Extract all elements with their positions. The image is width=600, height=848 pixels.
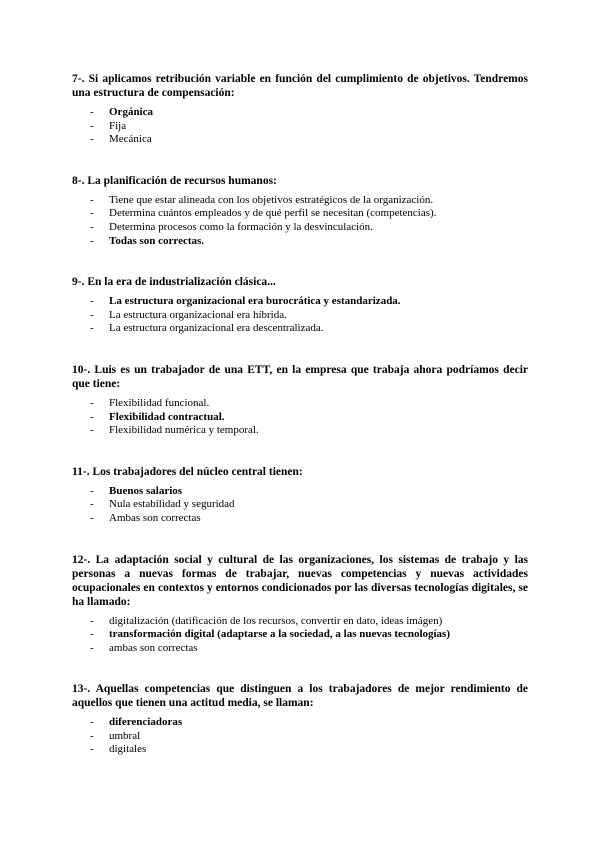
list-dash-marker: - bbox=[90, 220, 94, 233]
answer-option-text: Orgánica bbox=[109, 106, 153, 118]
question-title: 11-. Los trabajadores del núcleo central tienen: bbox=[72, 465, 303, 478]
answer-option bbox=[72, 730, 528, 744]
list-dash-marker: - bbox=[90, 743, 94, 756]
answer-option bbox=[72, 615, 528, 629]
answer-option-text: Buenos salarios bbox=[109, 484, 183, 497]
answer-option-text: La estructura organizacional era híbrida. bbox=[109, 308, 287, 321]
list-dash-marker: - bbox=[90, 207, 94, 220]
answer-option bbox=[72, 207, 528, 221]
answer-option-correct bbox=[72, 716, 528, 730]
answer-option-text: Fija bbox=[109, 119, 127, 132]
answer-options-list bbox=[72, 485, 528, 526]
list-dash-marker: - bbox=[90, 193, 94, 206]
answer-option bbox=[72, 642, 528, 656]
answer-option-text: Flexibilidad funcional. bbox=[109, 396, 210, 409]
answer-option-text: Ambas son correctas bbox=[109, 511, 201, 524]
list-dash-marker: - bbox=[90, 119, 94, 132]
answer-option bbox=[72, 221, 528, 235]
answer-option-correct bbox=[72, 485, 528, 499]
question-title: 7-. Si aplicamos retribución variable en función del cumplimiento de objetivos. Tendremos una estructura de compensación: bbox=[72, 73, 528, 99]
question-title: 9-. En la era de industrialización clásica... bbox=[72, 276, 276, 289]
answer-option bbox=[72, 194, 528, 208]
question-title: 10-. Luis es un trabajador de una ETT, en la empresa que trabaja ahora podríamos decir que tiene: bbox=[72, 363, 528, 390]
list-dash-marker: - bbox=[90, 484, 94, 497]
answer-option-text: Nula estabilidad y seguridad bbox=[109, 498, 235, 511]
answer-option-correct bbox=[72, 628, 528, 642]
question-block bbox=[72, 275, 528, 336]
answer-option-text: La estructura organizacional era descentralizada. bbox=[109, 322, 324, 335]
answer-option-text: La estructura organizacional era burocrática y estandarizada. bbox=[109, 295, 401, 308]
answer-options-list bbox=[72, 106, 528, 147]
question-title: 8-. La planificación de recursos humanos: bbox=[72, 174, 277, 187]
answer-option-text: digitalización (datificación de los recursos, convertir en dato, ideas imágen) bbox=[109, 614, 443, 627]
answer-option-text: digitales bbox=[109, 743, 147, 756]
answer-option bbox=[72, 743, 528, 757]
list-dash-marker: - bbox=[90, 424, 94, 437]
list-dash-marker: - bbox=[90, 628, 94, 641]
list-dash-marker: - bbox=[90, 308, 94, 321]
question-block bbox=[72, 553, 528, 656]
answer-options-list bbox=[72, 397, 528, 438]
answer-option-text: Determina procesos como la formación y la desvinculación. bbox=[109, 220, 373, 233]
answer-options-list bbox=[72, 194, 528, 248]
answer-option-text: Tiene que estar alineada con los objetivos estratégicos de la organización. bbox=[109, 193, 434, 206]
list-dash-marker: - bbox=[90, 498, 94, 511]
answer-option-text: transformación digital (adaptarse a la sociedad, a las nuevas tecnologías) bbox=[109, 628, 450, 641]
answer-options-list bbox=[72, 716, 528, 757]
list-dash-marker: - bbox=[90, 716, 94, 729]
list-dash-marker: - bbox=[90, 322, 94, 335]
answer-option bbox=[72, 322, 528, 336]
answer-option-text: ambas son correctas bbox=[109, 641, 198, 654]
answer-option-correct bbox=[72, 411, 528, 425]
question-block bbox=[72, 682, 528, 757]
list-dash-marker: - bbox=[90, 641, 94, 654]
answer-option-text: diferenciadoras bbox=[109, 716, 183, 729]
answer-options-list bbox=[72, 615, 528, 656]
answer-option-text: umbral bbox=[109, 729, 141, 742]
list-dash-marker: - bbox=[90, 396, 94, 409]
answer-option bbox=[72, 397, 528, 411]
question-block bbox=[72, 174, 528, 248]
answer-option bbox=[72, 120, 528, 134]
list-dash-marker: - bbox=[90, 106, 94, 118]
answer-option bbox=[72, 133, 528, 147]
list-dash-marker: - bbox=[90, 295, 94, 308]
list-dash-marker: - bbox=[90, 410, 94, 423]
answer-option-correct bbox=[72, 106, 528, 120]
answer-option-correct bbox=[72, 295, 528, 309]
list-dash-marker: - bbox=[90, 133, 94, 146]
answer-option bbox=[72, 424, 528, 438]
answer-option-text: Flexibilidad contractual. bbox=[109, 410, 225, 423]
question-title: 12-. La adaptación social y cultural de las organizaciones, los sistemas de trabajo y las personas a nuevas formas de trabajar, nuevas competencias y nuevas actividades ocupacionales en contextos y entornos condicionados por las diversas tecnologías digitales, se ha llamado: bbox=[72, 553, 528, 608]
answer-option bbox=[72, 309, 528, 323]
question-block bbox=[72, 465, 528, 526]
answer-options-list bbox=[72, 295, 528, 336]
answer-option-text: Determina cuántos empleados y de qué perfil se necesitan (competencias). bbox=[109, 207, 437, 220]
answer-option bbox=[72, 498, 528, 512]
answer-option bbox=[72, 512, 528, 526]
list-dash-marker: - bbox=[90, 729, 94, 742]
answer-option-correct bbox=[72, 235, 528, 249]
question-title: 13-. Aquellas competencias que distinguen a los trabajadores de mejor rendimiento de aquellos que tienen una actitud media, se llaman: bbox=[72, 683, 528, 710]
question-block bbox=[72, 363, 528, 438]
answer-option-text: Todas son correctas. bbox=[109, 234, 205, 247]
list-dash-marker: - bbox=[90, 511, 94, 524]
document-page bbox=[72, 72, 528, 784]
answer-option-text: Mecánica bbox=[109, 133, 152, 146]
question-block bbox=[72, 72, 528, 147]
list-dash-marker: - bbox=[90, 614, 94, 627]
answer-option-text: Flexibilidad numérica y temporal. bbox=[109, 424, 259, 437]
list-dash-marker: - bbox=[90, 234, 94, 247]
